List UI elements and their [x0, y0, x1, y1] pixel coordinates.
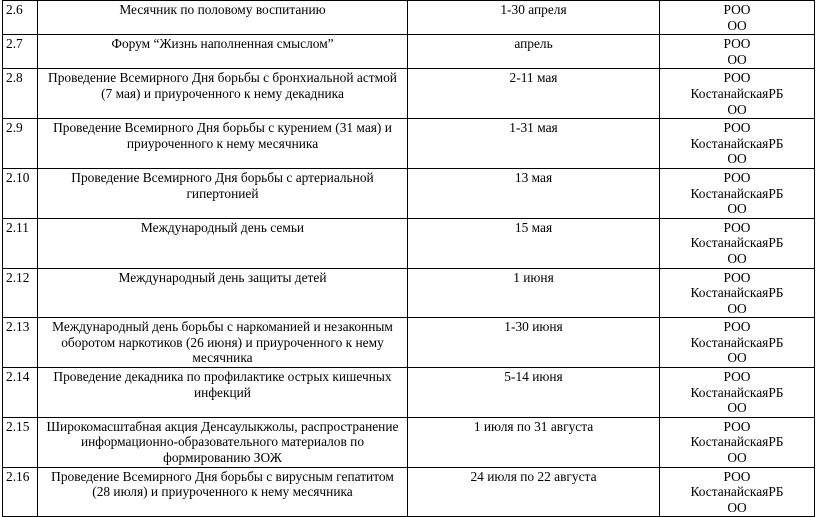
- responsible-line: КостанайскаяРБ: [690, 85, 784, 101]
- responsible-line: ОО: [727, 400, 747, 416]
- row-number: 2.9: [3, 119, 38, 169]
- responsible-cell: [660, 218, 815, 268]
- event-name: Проведение Всемирного Дня борьбы с артериальной гипертонией: [38, 168, 408, 218]
- table-row: [3, 268, 815, 318]
- responsible-cell: [660, 318, 815, 368]
- table-row: [3, 218, 815, 268]
- responsible-line: ОО: [727, 499, 747, 515]
- event-name: Проведение Всемирного Дня борьбы с курением (31 мая) и приуроченного к нему месячника: [38, 119, 408, 169]
- event-date: 24 июля по 22 августа: [408, 467, 660, 517]
- responsible-cell: [660, 417, 815, 467]
- event-date: 5-14 июня: [408, 368, 660, 418]
- row-number: 2.8: [3, 69, 38, 119]
- table-row: [3, 168, 815, 218]
- event-name: Проведение декадника по профилактике острых кишечных инфекций: [38, 368, 408, 418]
- responsible-cell: [660, 35, 815, 69]
- event-name: Месячник по половому воспитанию: [38, 1, 408, 35]
- events-plan-body: [3, 1, 815, 517]
- responsible-line: КостанайскаяРБ: [690, 434, 784, 450]
- responsible-line: РОО: [723, 169, 751, 185]
- row-number: 2.14: [3, 368, 38, 418]
- event-date: 1 июня: [408, 268, 660, 318]
- row-number: 2.10: [3, 168, 38, 218]
- responsible-line: РОО: [723, 70, 751, 86]
- responsible-line: КостанайскаяРБ: [690, 135, 784, 151]
- event-name: Международный день защиты детей: [38, 268, 408, 318]
- responsible-line: РОО: [723, 120, 751, 136]
- responsible-cell: [660, 119, 815, 169]
- responsible-cell: [660, 168, 815, 218]
- table-row: [3, 467, 815, 517]
- responsible-cell: [660, 467, 815, 517]
- responsible-line: ОО: [727, 201, 747, 217]
- table-row: [3, 318, 815, 368]
- event-date: апрель: [408, 35, 660, 69]
- responsible-line: РОО: [723, 36, 751, 52]
- responsible-line: КостанайскаяРБ: [690, 185, 784, 201]
- row-number: 2.16: [3, 467, 38, 517]
- row-number: 2.11: [3, 218, 38, 268]
- responsible-line: КостанайскаяРБ: [690, 484, 784, 500]
- responsible-line: ОО: [727, 300, 747, 316]
- event-date: 1 июля по 31 августа: [408, 417, 660, 467]
- responsible-line: ОО: [727, 151, 747, 167]
- responsible-line: РОО: [723, 369, 751, 385]
- responsible-line: РОО: [723, 269, 751, 285]
- event-name: Международный день семьи: [38, 218, 408, 268]
- responsible-line: КостанайскаяРБ: [690, 235, 784, 251]
- responsible-cell: [660, 69, 815, 119]
- event-name: Широкомасштабная акция Денсаулыкжолы, распространение информационно-образовательного материалов по формированию ЗОЖ: [38, 417, 408, 467]
- row-number: 2.7: [3, 35, 38, 69]
- responsible-line: ОО: [727, 101, 747, 117]
- responsible-cell: [660, 368, 815, 418]
- responsible-line: ОО: [727, 51, 747, 67]
- responsible-line: ОО: [727, 350, 747, 366]
- responsible-line: КостанайскаяРБ: [690, 334, 784, 350]
- table-row: [3, 368, 815, 418]
- row-number: 2.6: [3, 1, 38, 35]
- responsible-line: КостанайскаяРБ: [690, 285, 784, 301]
- event-name: Проведение Всемирного Дня борьбы с вирусным гепатитом (28 июля) и приуроченного к нему месячника: [38, 467, 408, 517]
- responsible-line: ОО: [727, 250, 747, 266]
- responsible-line: КостанайскаяРБ: [690, 384, 784, 400]
- event-date: 13 мая: [408, 168, 660, 218]
- event-name: Проведение Всемирного Дня борьбы с бронхиальной астмой (7 мая) и приуроченного к нему декадника: [38, 69, 408, 119]
- events-plan-table: [2, 0, 815, 517]
- responsible-line: РОО: [723, 219, 751, 235]
- row-number: 2.12: [3, 268, 38, 318]
- responsible-cell: [660, 1, 815, 35]
- table-row: [3, 1, 815, 35]
- table-row: [3, 119, 815, 169]
- event-name: Международный день борьбы с наркоманией и незаконным оборотом наркотиков (26 июня) и приуроченного к нему месячника: [38, 318, 408, 368]
- responsible-line: РОО: [723, 468, 751, 484]
- event-date: 2-11 мая: [408, 69, 660, 119]
- table-row: [3, 35, 815, 69]
- event-date: 1-30 июня: [408, 318, 660, 368]
- table-row: [3, 417, 815, 467]
- row-number: 2.15: [3, 417, 38, 467]
- row-number: 2.13: [3, 318, 38, 368]
- responsible-line: РОО: [723, 418, 751, 434]
- responsible-line: РОО: [723, 319, 751, 335]
- table-row: [3, 69, 815, 119]
- responsible-line: РОО: [723, 2, 751, 17]
- event-date: 1-30 апреля: [408, 1, 660, 35]
- responsible-cell: [660, 268, 815, 318]
- event-name: Форум “Жизнь наполненная смыслом”: [38, 35, 408, 69]
- event-date: 15 мая: [408, 218, 660, 268]
- responsible-line: ОО: [727, 450, 747, 466]
- responsible-line: ОО: [727, 17, 747, 33]
- event-date: 1-31 мая: [408, 119, 660, 169]
